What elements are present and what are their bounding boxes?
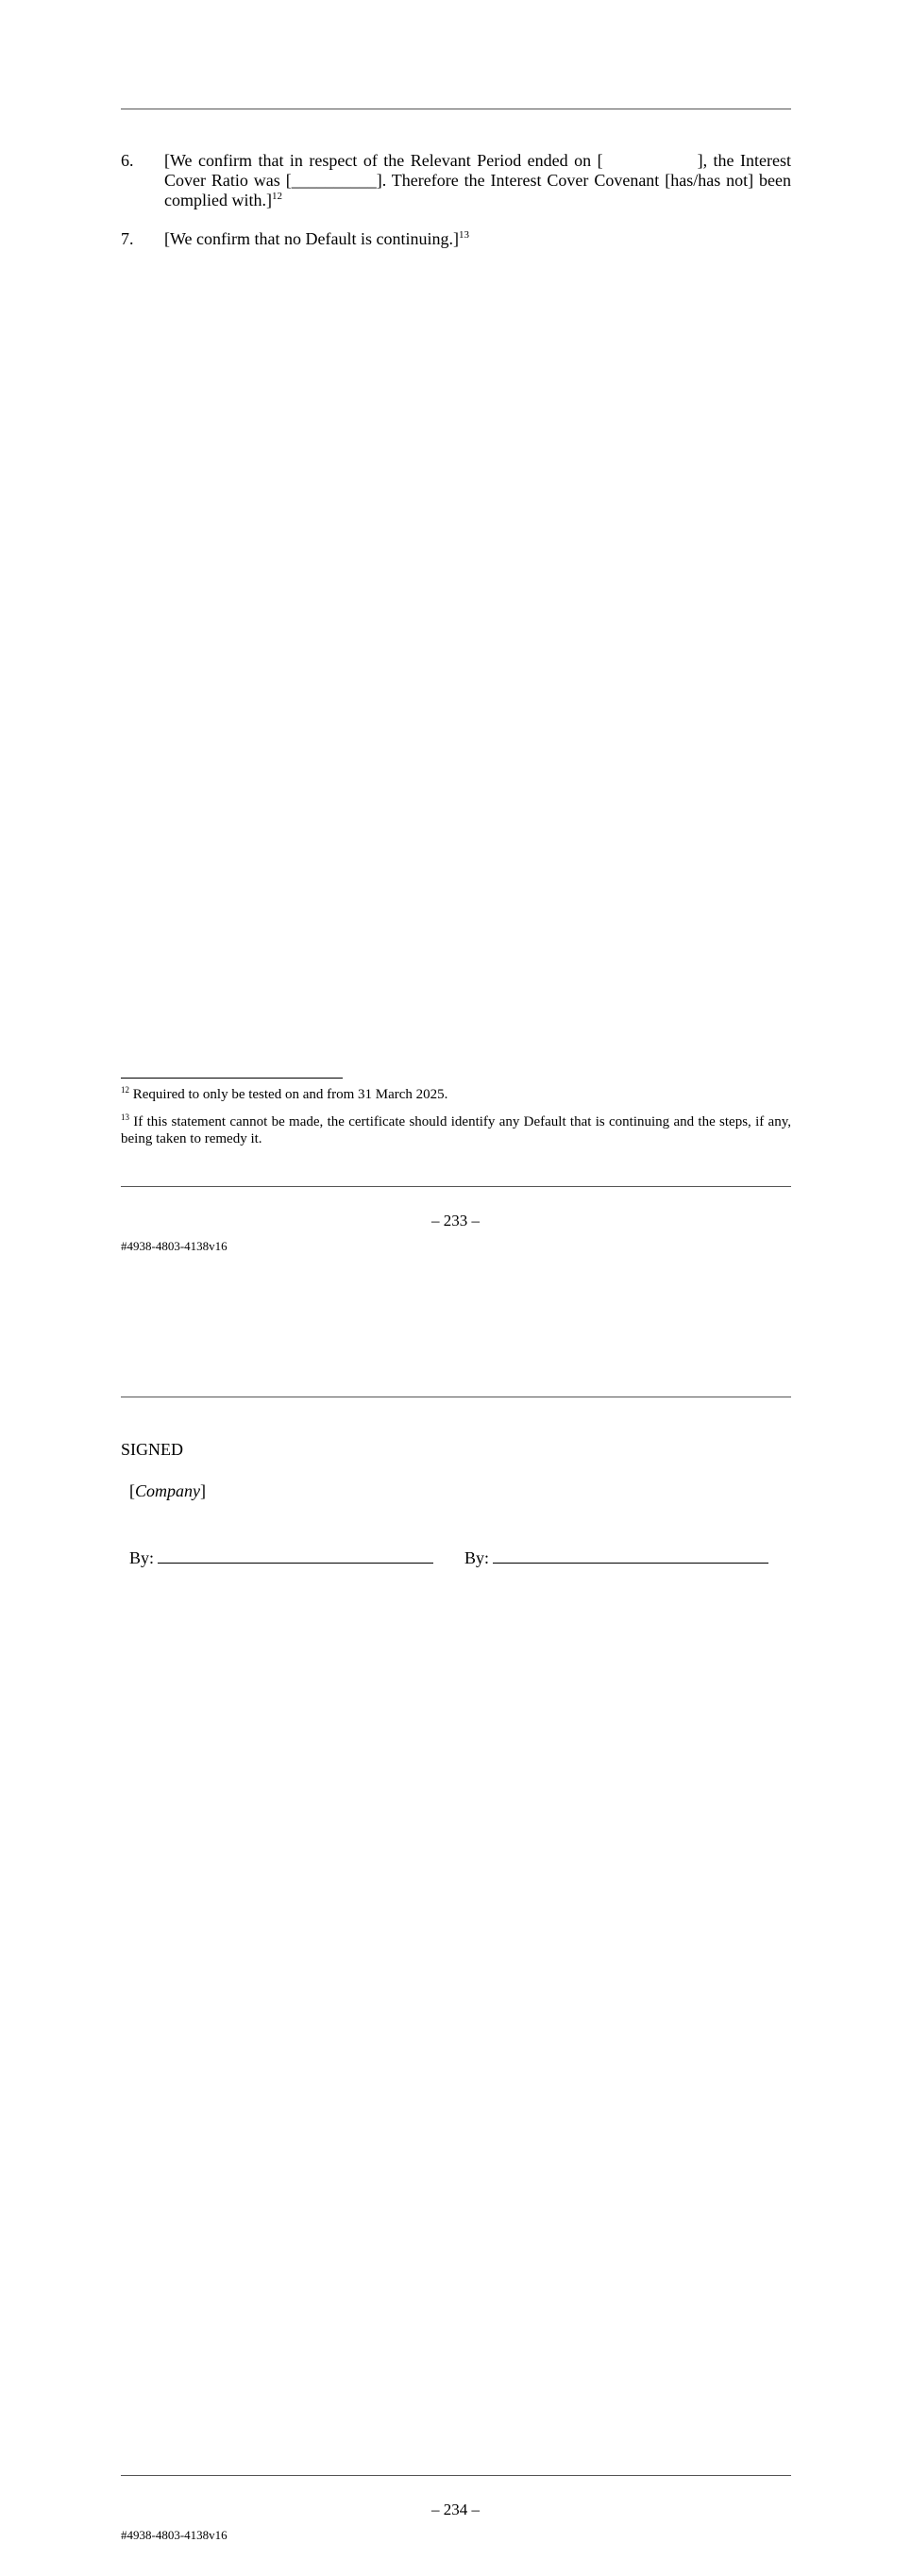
page-234 xyxy=(0,1340,911,2576)
document-reference: #4938-4803-4138v16 xyxy=(121,1239,228,1253)
footnote-separator xyxy=(121,1078,343,1079)
clause-number: 7. xyxy=(121,229,134,248)
footnote-13: $^{13}$ If this statement cannot be made, the certificate should identify any Default that is continuing and the steps, if any, being taken to remedy it. xyxy=(121,1112,791,1146)
signature-line-1: By: xyxy=(129,1547,433,1568)
document-reference: #4938-4803-4138v16 xyxy=(121,2528,228,2542)
signature-blank xyxy=(158,1547,433,1564)
signed-label: SIGNED xyxy=(121,1440,183,1459)
clause-number: 6. xyxy=(121,151,134,170)
footnote-ref: 12 xyxy=(271,191,282,202)
clause-6 xyxy=(121,151,791,210)
signature-line-2: By: xyxy=(464,1547,768,1568)
clause-text: [We confirm that no Default is continuing.]$^{13}$ xyxy=(164,229,469,248)
signature-blank xyxy=(493,1547,768,1564)
company-placeholder: [Company] xyxy=(129,1481,206,1500)
page-number: – 234 – xyxy=(431,2501,480,2518)
page-number: – 233 – xyxy=(431,1212,480,1229)
footnote-12: $^{12}$ Required to only be tested on and from 31 March 2025. xyxy=(121,1085,448,1102)
clause-7 xyxy=(121,229,791,249)
footnote-ref: 13 xyxy=(458,229,469,241)
clause-text: [We confirm that in respect of the Relevant Period ended on [ ], the Interest Cover Ratio was [__________]. Therefore the Interest Cover Covenant [has/has not] been complied with.]$^{12}$ xyxy=(164,151,791,209)
footer-rule xyxy=(121,1186,791,1187)
footer-rule xyxy=(121,2475,791,2476)
